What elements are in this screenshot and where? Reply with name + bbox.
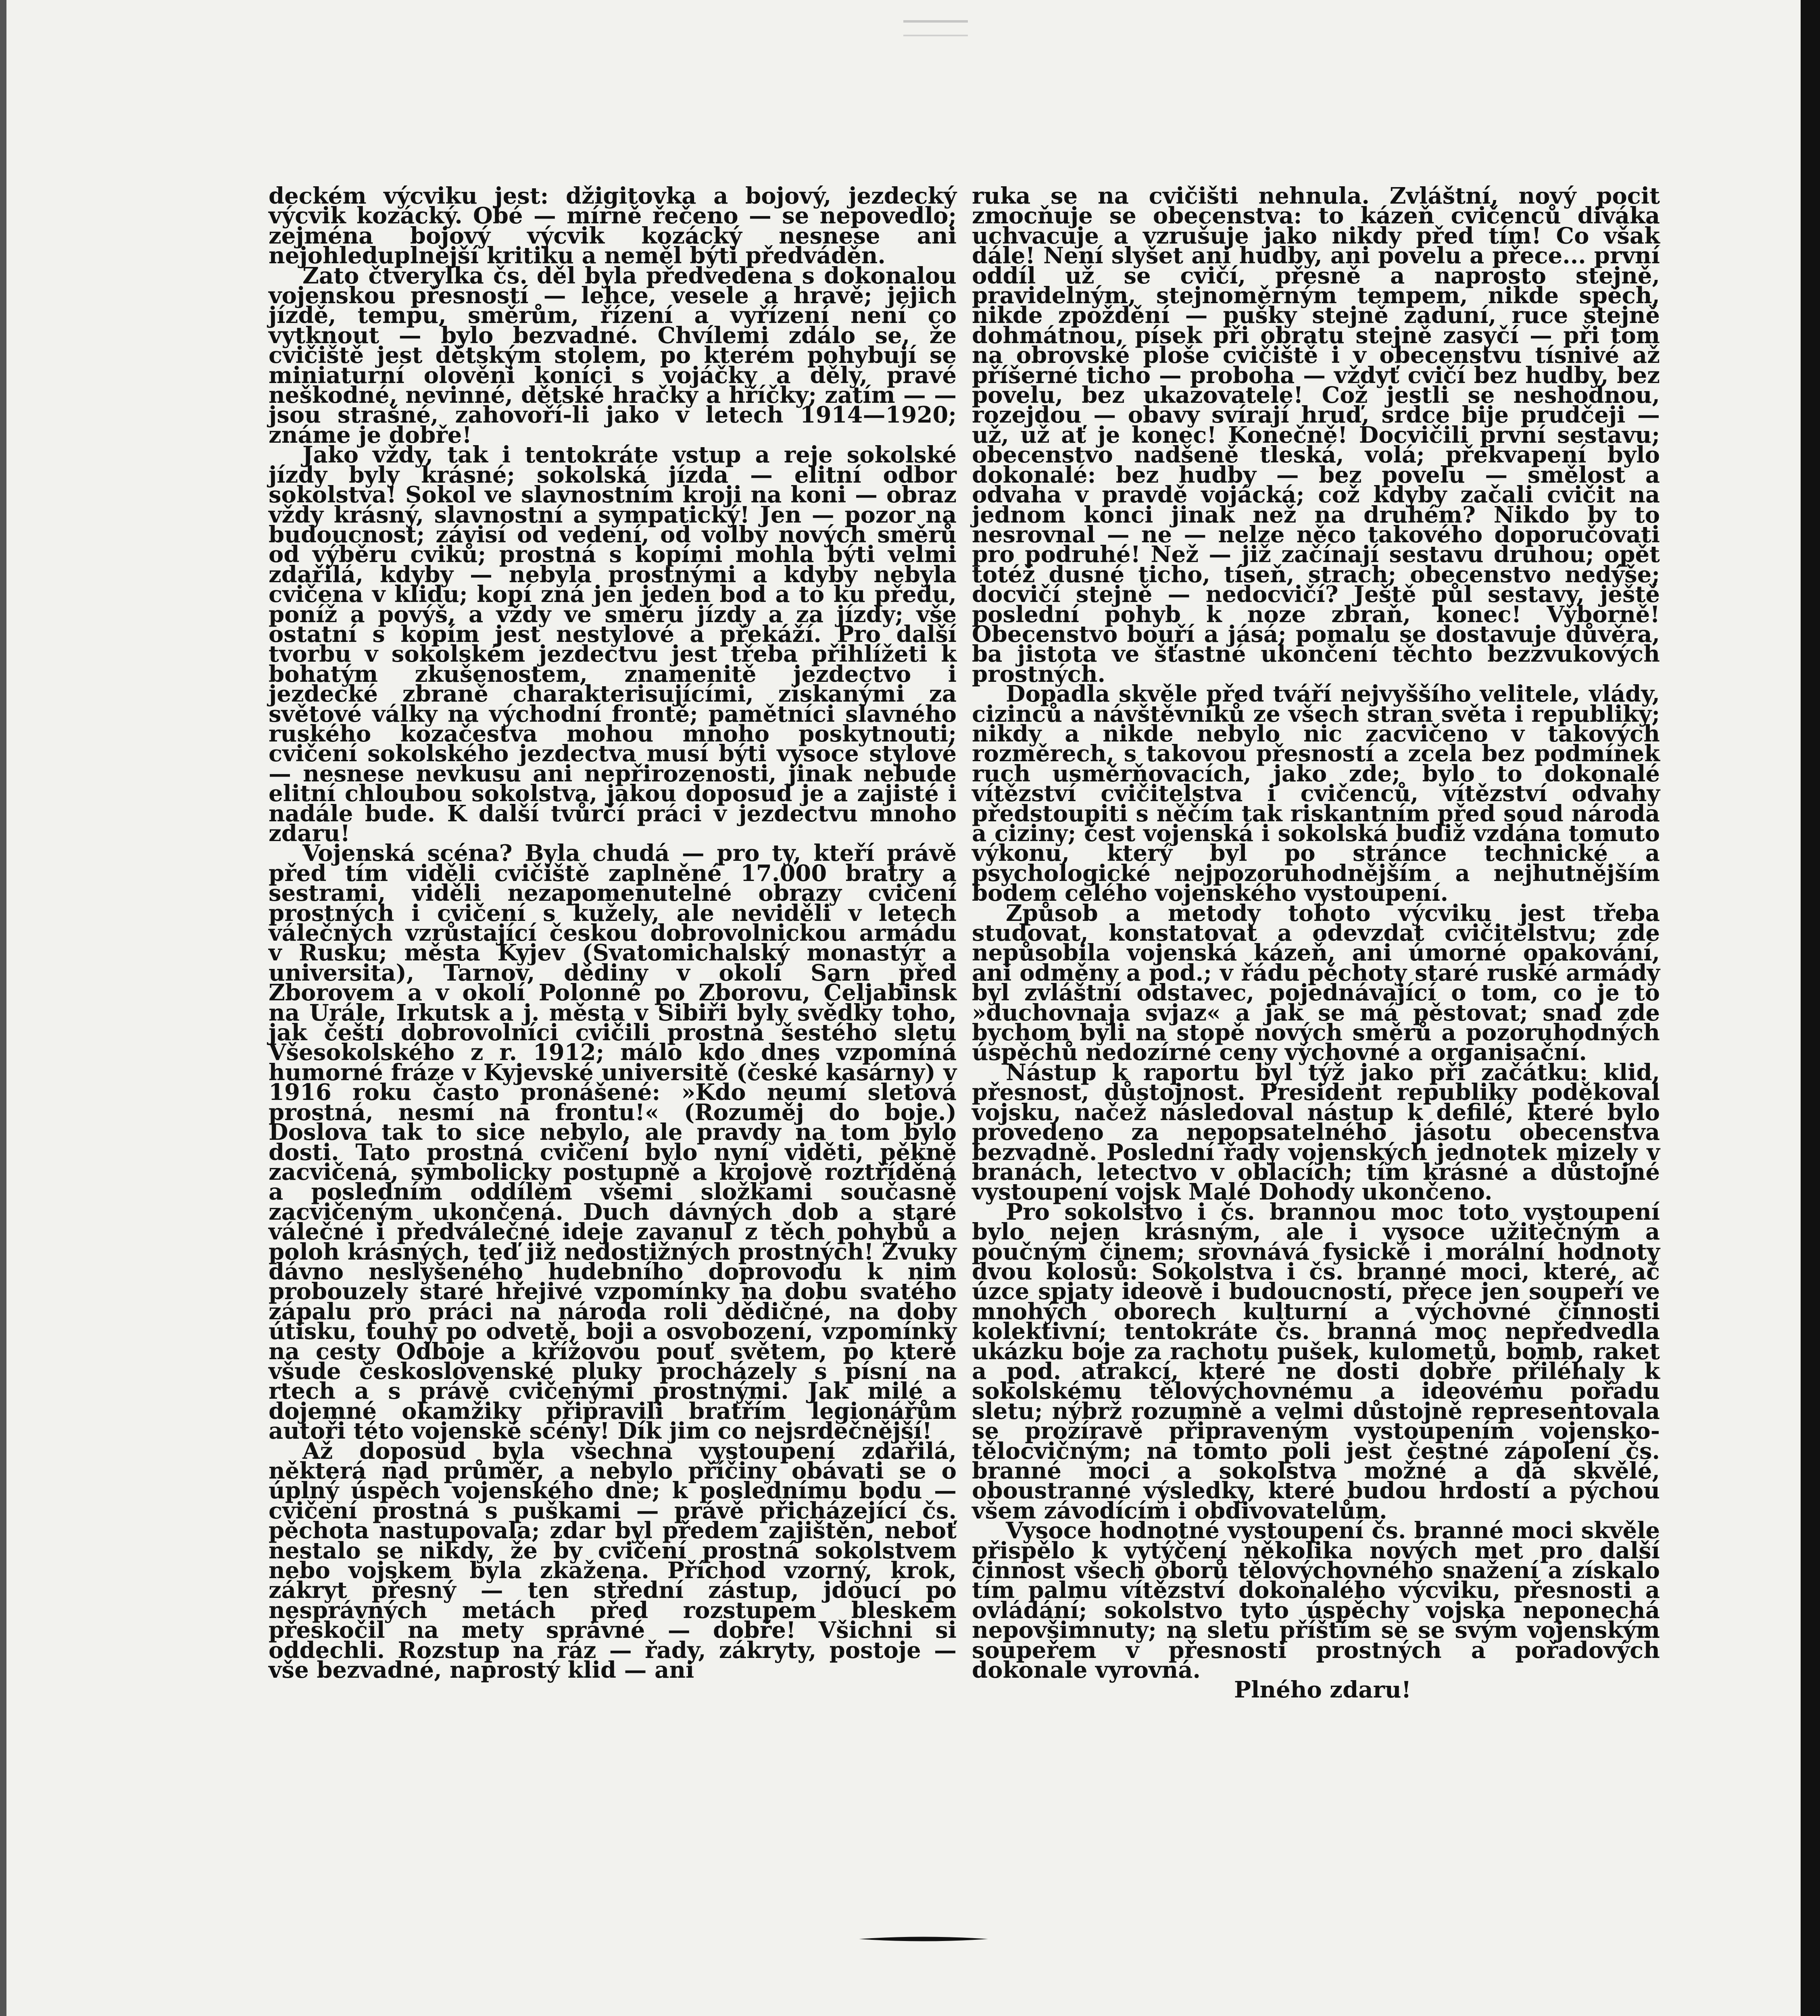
left-text-column bbox=[269, 183, 957, 1684]
end-ornament-rule bbox=[859, 1935, 988, 1943]
scan-right-edge bbox=[1801, 0, 1820, 2016]
paragraph: deckém výcviku jest: džigitovka a bojový, jezdecký výcvik kozácký. Obé — mírně řečeno — se nepovedlo; zejména bojový výcvik kozácký nesnese ani nejohleduplnější kritiku a neměl býti předváděn. bbox=[269, 183, 957, 269]
scan-left-edge bbox=[0, 0, 6, 2016]
paragraph: ruka se na cvičišti nehnula. Zvláštní, nový pocit zmocňuje se obecenstva: to kázeň cvičenců diváka uchvacuje a vzrušuje jako nikdy před tím! Co však dále! Není slyšet ani hudby, ani povelu a přece... první oddíl už se cvičí, přesně a naprosto stejně, pravidelným, stejnoměrným tempem, nikde spěch, nikde zpoždění — pušky stejně zaduní, ruce stejně dohmátnou, písek při obratu stejně zasyčí — při tom na obrovské ploše cvičiště i v obecenstvu tísnivé až příšerné ticho — proboha — vždyť cvičí bez hudby, bez povelu, bez ukazovatele! Což jestli se neshodnou, rozejdou — obavy svírají hruď, srdce bije prudčeji — už, už ať je konec! Konečně! Docvičili první sestavu; obecenstvo nadšeně tleská, volá; překvapení bylo dokonalé: bez hudby — bez povelu — smělost a odvaha v pravdě vojácká; což kdyby začali cvičit na jednom konci jinak než na druhém? Nikdo by to nesrovnal — ne — nelze něco takového doporučovati pro podruhé! Než — již začínají sestavu druhou; opět totéž dusné ticho, tíseň, strach; obecenstvo nedýše; docvičí stejně — nedocvičí? Ještě půl sestavy, ještě poslední pohyb k noze zbraň, konec! Výborně! Obecenstvo bouří a jásá; pomalu se dostavuje důvěra, ba jistota ve šťastné ukončení těchto bezzvukových prostných. bbox=[972, 183, 1660, 687]
paragraph: Pro sokolstvo i čs. brannou moc toto vystoupení bylo nejen krásným, ale i vysoce užitečným a poučným činem; srovnává fysické i morální hodnoty dvou kolosů: Sokolstva i čs. branné moci, které, ač úzce spjaty ideově i budoucností, přece jen soupeří ve mnohých oborech kulturní a výchovné činnosti kolektivní; tentokráte čs. branná moc nepředvedla ukázku boje za rachotu pušek, kulometů, bomb, raket a pod. atrakcí, které ne dosti dobře přiléhaly k sokolskému tělovýchovnému a ideovému pořadu sletu; nýbrž rozumně a velmi důstojně representovala se prozíravě připraveným vystoupením vojensko-tělocvičným; na tomto poli jest čestné zápolení čs. branné moci a sokolstva možné a dá skvělé, oboustranné výsledky, které budou hrdostí a pýchou všem závodícím i obdivovatelům. bbox=[972, 1198, 1660, 1524]
paragraph: Dopadla skvěle před tváří nejvyššího velitele, vlády, cizinců a návštěvníků ze všech stran světa i republiky; nikdy a nikde nebylo nic zacvičeno v takových rozměrech, s takovou přesností a zcela bez podmínek ruch usměrňovacích, jako zde; bylo to dokonalé vítězství cvičitelstva i cvičenců, vítězství odvahy předstoupiti s něčím tak riskantním před soud národa a ciziny; čest vojenská i sokolská budiž vzdána tomuto výkonu, který byl po stránce technické a psychologické nejpozoruhodnějším a nejhutnějším bodem celého vojenského vystoupení. bbox=[972, 681, 1660, 907]
paragraph: Nástup k raportu byl týž jako při začátku: klid, přesnost, důstojnost. President republiky poděkoval vojsku, načež následoval nástup k defilé, které bylo provedeno za nepopsatelného jásotu obecenstva bezvadně. Poslední řady vojenských jednotek mizely v branách, letectvo v oblacích; tím krásné a důstojné vystoupení vojsk Malé Dohody ukončeno. bbox=[972, 1059, 1660, 1206]
scan-smudge bbox=[903, 20, 968, 36]
paragraph: Zato čtverylka čs. děl byla předvedena s dokonalou vojenskou přesností — lehce, vesele a hravě; jejich jízdě, tempu, směrům, řízení a vyřízení není co vytknout — bylo bezvadné. Chvílemi zdálo se, že cvičiště jest dětským stolem, po kterém pohybují se miniaturní olověni koníci s vojáčky a děly, pravé neškodné, nevinné, dětské hračky a hříčky; zatím — — jsou strašné, zahovoří-li jako v letech 1914—1920; známe je dobře! bbox=[269, 262, 957, 448]
paragraph: Až doposud byla všechna vystoupení zdařilá, některá nad průměr, a nebylo příčiny obávati se o úplný úspěch vojenského dne; k poslednímu bodu — cvičení prostná s puškami — právě přicházející čs. pěchota nastupovala; zdar byl předem zajištěn, neboť nestalo se nikdy, že by cvičení prostná sokolstvem nebo vojskem byla zkažena. Příchod vzorný, krok, zákryt přesný — ten střední zástup, jdoucí po nesprávných metách před rozstupem bleskem přeskočil na mety správné — dobře! Všichni si oddechli. Rozstup na ráz — řady, zákryty, postoje — vše bezvadné, naprostý klid — ani bbox=[269, 1437, 957, 1684]
paragraph: Vysoce hodnotné vystoupení čs. branné moci skvěle přispělo k vytýčení několika nových met pro další činnost všech oborů tělovýchovného snažení a získalo tím palmu vítězství dokonalého výcviku, přesnosti a ovládání; sokolstvo tyto úspěchy vojska neponechá nepovšimnuty; na sletu příštím se se svým vojenským soupeřem v přesnosti prostných a pořadových dokonale vyrovná. bbox=[972, 1517, 1660, 1684]
right-text-column bbox=[972, 183, 1660, 1704]
paragraph: Jako vždy, tak i tentokráte vstup a reje sokolské jízdy byly krásné; sokolská jízda — elitní odbor sokolstva! Sokol ve slavnostním kroji na koni — obraz vždy krásný, slavnostní a sympatický! Jen — pozor na budoucnost; závisí od vedení, od volby nových směrů od výběru cviků; prostná s kopími mohla býti velmi zdařilá, kdyby — nebyla prostnými a kdyby nebyla cvičena v klidu; kopí zná jen jeden bod a to ku předu, poníž a povýš, a vždy ve směru jízdy a za jízdy; vše ostatní s kopím jest nestylové a překáží. Pro další tvorbu v sokolském jezdectvu jest třeba přihlížeti k bohatým zkušenostem, znamenitě jezdectvo i jezdecké zbraně charakterisujícími, získanými za světové války na východní frontě; pamětníci slavného ruského kozačestva mohou mnoho poskytnouti; cvičení sokolského jezdectva musí býti vysoce stylové — nesnese nevkusu ani nepřirozenosti, jinak nebude elitní chloubou sokolstva, jakou doposud je a zajisté i nadále bude. K další tvůrčí práci v jezdectvu mnoho zdaru! bbox=[269, 442, 957, 847]
paragraph: Způsob a metody tohoto výcviku jest třeba studovat, konstatovat a odevzdat cvičitelstvu; zde nepůsobila vojenská kázeň, ani úmorné opakování, ani odměny a pod.; v řádu pěchoty staré ruské armády byl zvláštní odstavec, pojednávající o tom, co je to »duchovnaja svjaz« a jak se má pěstovat; snad zde bychom byli na stopě nových směrů a pozoruhodných úspěchů nedozírné ceny výchovné a organisační. bbox=[972, 900, 1660, 1066]
sign-off: Plného zdaru! bbox=[1234, 1677, 1411, 1704]
paragraph: Vojenská scéna? Byla chudá — pro ty, kteří právě před tím viděli cvičiště zaplněné 17.000 bratry a sestrami, viděli nezapomenutelné obrazy cvičení prostných i cvičení s kužely, ale neviděli v letech válečných vzrůstající českou dobrovolnickou armádu v Rusku; města Kyjev (Svatomichalský monastýr a universita), Tarnov, dědiny v okolí Sarn před Zborovem a v okolí Polonné po Zborovu, Čeljabinsk na Urále, Irkutsk a j. města v Sibiři byly svědky toho, jak čeští dobrovolníci cvičili prostná šestého sletu Všesokolského z r. 1912; málo kdo dnes vzpomíná humorné fráze v Kyjevské universitě (české kasárny) v 1916 roku často pronášené: »Kdo neumí sletová prostná, nesmí na frontu!« (Rozuměj do boje.) Doslova tak to sice nebylo, ale pravdy na tom bylo dosti. Tato prostná cvičení bylo nyní viděti, pěkně zacvičená, symbolicky postupně a krojově roztříděná a posledním oddílem všemi složkami současně zacvičeným ukončená. Duch dávných dob a staré válečné i předválečné ideje zavanul z těch pohybů a poloh krásných, teď již nedostižných prostných! Zvuky dávno neslyšeného hudebního doprovodu k nim probouzely staré hřejivé vzpomínky na dobu svatého zápalu pro práci na národa roli dědičné, na doby útisku, touhy po odvetě, boji a osvobození, vzpomínky na cesty Odboje a křížovou pouť světem, po které všude československé pluky procházely s písní na rtech a s právě cvičenými prostnými. Jak milé a dojemné okamžiky připravili bratřím legionářům autoři této vojenské scény! Dík jim co nejsrdečnější! bbox=[269, 840, 957, 1445]
